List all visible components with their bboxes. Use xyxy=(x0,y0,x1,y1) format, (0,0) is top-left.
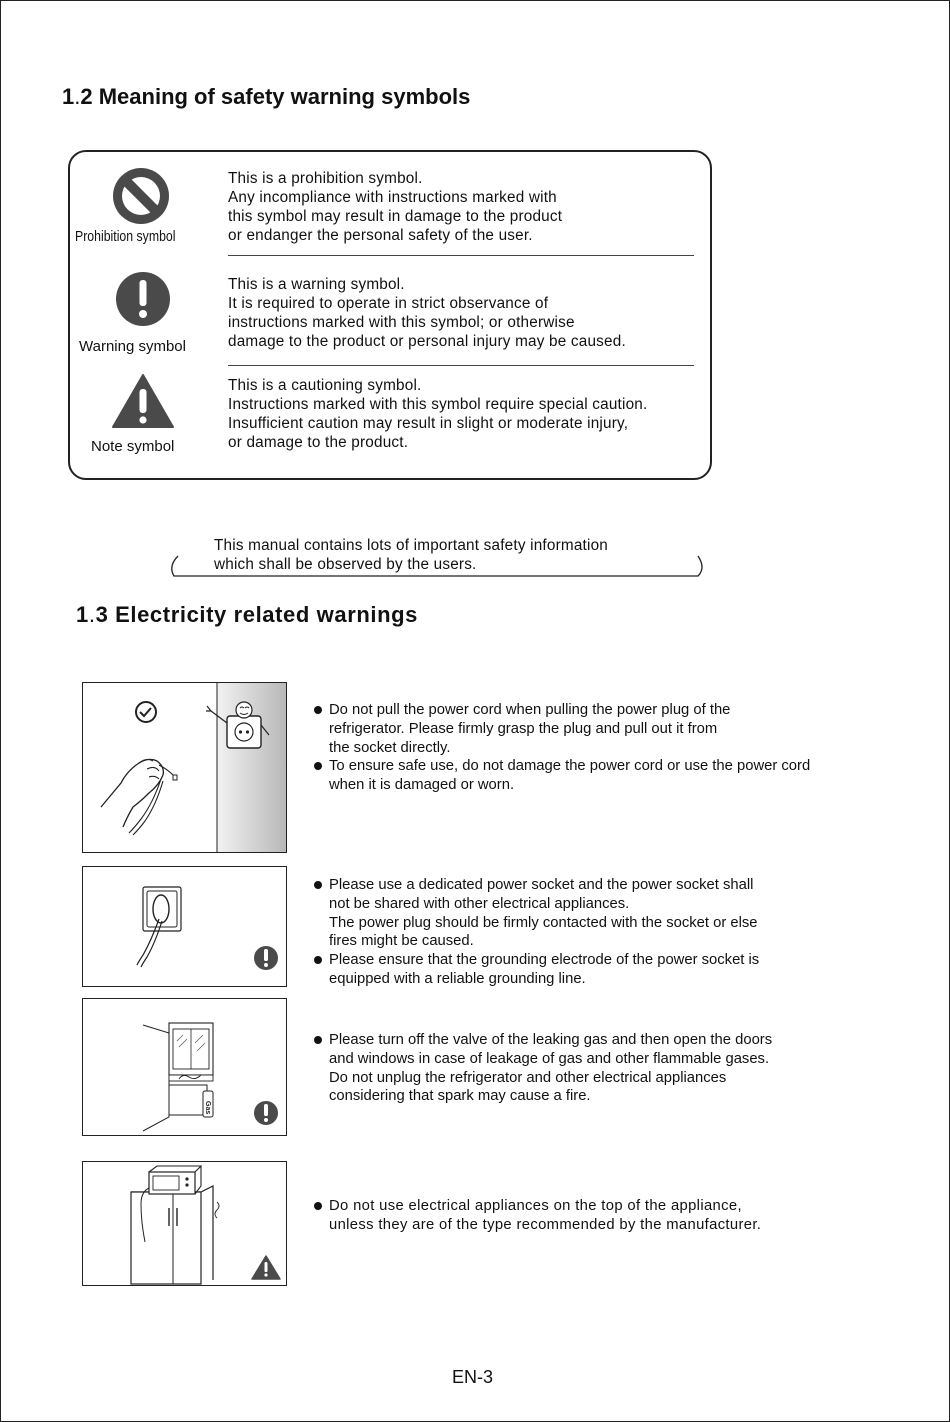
text-line: It is required to operate in strict observance of xyxy=(228,295,549,312)
ok-check-icon xyxy=(136,702,156,722)
text-line: Insufficient caution may result in slight or moderate injury, xyxy=(228,415,629,432)
text-line: equipped with a reliable grounding line. xyxy=(329,970,586,987)
bullet-item xyxy=(312,876,759,951)
heading-number: 1 xyxy=(76,602,89,627)
divider xyxy=(228,255,694,256)
symbol-label: Note symbol xyxy=(91,438,175,455)
heading-number: 1 xyxy=(62,84,75,109)
bullet-item xyxy=(312,701,810,757)
hand-pulling-plug-illustration xyxy=(82,682,287,853)
text-line: Instructions marked with this symbol require special caution. xyxy=(228,396,648,413)
microwave-on-fridge-illustration xyxy=(82,1161,287,1286)
warning-text-3 xyxy=(312,1031,772,1106)
divider xyxy=(228,365,694,366)
text-line: Do not use electrical appliances on the top of the appliance, xyxy=(329,1198,742,1214)
text-line: not be shared with other electrical appliances. xyxy=(329,895,630,912)
symbol-description xyxy=(228,275,626,351)
warning-text-1 xyxy=(312,701,810,795)
wall-socket-illustration xyxy=(82,866,287,987)
caution-triangle-icon xyxy=(111,373,175,429)
bullet-item xyxy=(312,757,810,795)
text-line: instructions marked with this symbol; or otherwise xyxy=(228,314,575,331)
heading-text: 3 Electricity related warnings xyxy=(95,602,419,627)
caution-triangle-icon xyxy=(252,1256,280,1279)
bullet-item xyxy=(312,951,759,989)
text-line: This is a warning symbol. xyxy=(228,276,405,293)
prohibition-icon xyxy=(111,166,171,226)
gas-label: Gas xyxy=(204,1101,211,1115)
warning-text-2 xyxy=(312,876,759,989)
exclamation-circle-icon xyxy=(115,271,171,327)
symbol-description xyxy=(228,376,647,452)
text-line: Please use a dedicated power socket and the power socket shall xyxy=(329,877,754,893)
text-line: unless they are of the type recommended by the manufacturer. xyxy=(329,1216,762,1233)
text-line: this symbol may result in damage to the product xyxy=(228,208,563,225)
text-line: fires might be caused. xyxy=(329,933,474,950)
text-line: considering that spark may cause a fire. xyxy=(329,1088,591,1105)
section-heading-1-2 xyxy=(62,84,470,110)
safety-notice xyxy=(168,536,706,578)
gas-leak-kitchen-illustration xyxy=(82,998,287,1136)
page-number: EN-3 xyxy=(452,1367,494,1387)
text-line: The power plug should be firmly contacted with the socket or else xyxy=(329,914,758,931)
text-line: which shall be observed by the users. xyxy=(214,556,477,573)
warning-text-4 xyxy=(312,1197,761,1235)
symbols-box xyxy=(68,150,712,480)
bullet-item xyxy=(312,1031,772,1106)
text-line: or endanger the personal safety of the user. xyxy=(228,227,533,244)
text-line: Please turn off the valve of the leaking gas and then open the doors xyxy=(329,1032,773,1048)
text-line: or damage to the product. xyxy=(228,434,409,451)
text-line: Do not unplug the refrigerator and other electrical appliances xyxy=(329,1069,727,1086)
text-line: damage to the product or personal injury may be caused. xyxy=(228,333,626,350)
text-line: Any incompliance with instructions marked with xyxy=(228,189,557,206)
heading-text: 2 Meaning of safety warning symbols xyxy=(80,84,471,109)
text-line: This is a cautioning symbol. xyxy=(228,377,422,394)
notice-text xyxy=(214,536,608,574)
text-line: This is a prohibition symbol. xyxy=(228,170,423,187)
text-line: To ensure safe use, do not damage the power cord or use the power cord xyxy=(329,758,811,775)
exclamation-circle-icon xyxy=(254,1101,278,1125)
text-line: Do not pull the power cord when pulling the power plug of the xyxy=(329,702,731,718)
exclamation-circle-icon xyxy=(254,946,278,970)
symbol-description xyxy=(228,169,562,245)
symbol-label: Prohibition symbol xyxy=(75,228,176,245)
heading-separator: . xyxy=(74,84,81,109)
bullet-item xyxy=(312,1197,761,1235)
text-line: when it is damaged or worn. xyxy=(329,777,515,794)
text-line: Please ensure that the grounding electrode of the power socket is xyxy=(329,952,760,969)
text-line: This manual contains lots of important safety information xyxy=(214,537,609,554)
section-heading-1-3 xyxy=(76,602,418,628)
heading-separator: . xyxy=(88,602,96,627)
text-line: the socket directly. xyxy=(329,739,451,756)
symbol-label: Warning symbol xyxy=(79,338,186,355)
text-line: and windows in case of leakage of gas and other flammable gases. xyxy=(329,1050,770,1067)
text-line: refrigerator. Please firmly grasp the plug and pull out it from xyxy=(329,720,718,737)
